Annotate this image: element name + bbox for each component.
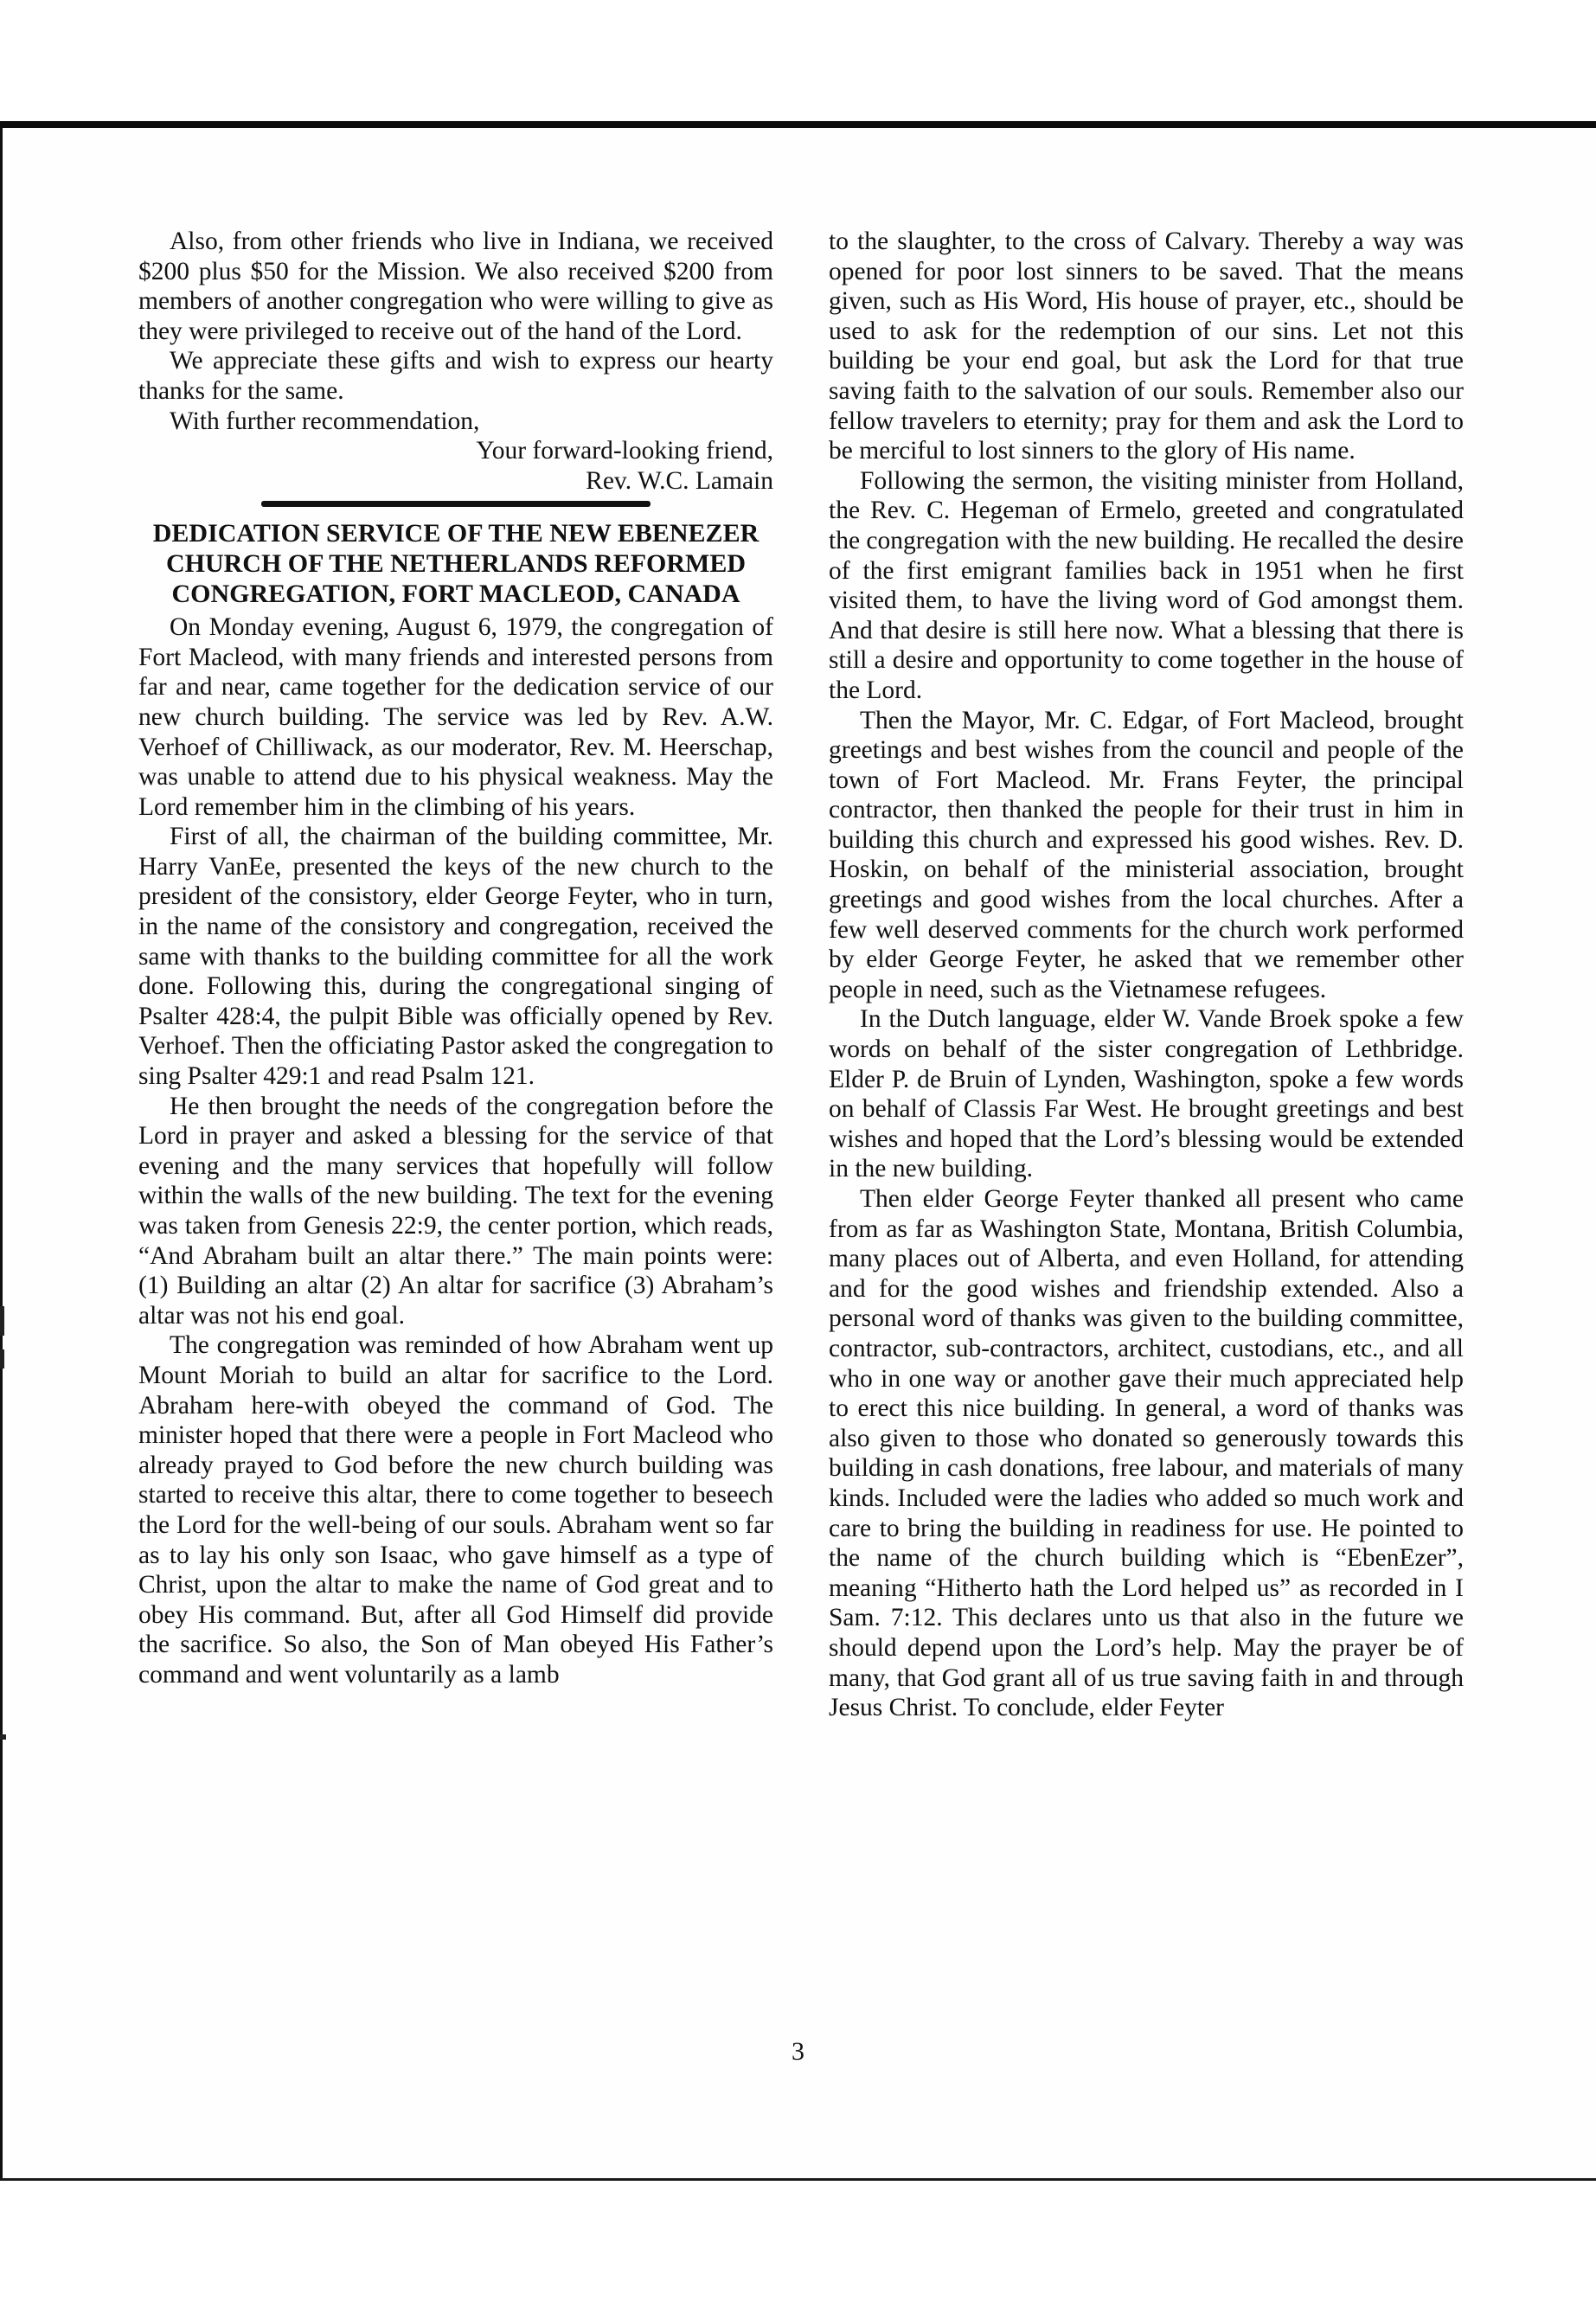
article-paragraph: Following the sermon, the visiting minister from Holland, the Rev. C. Hegeman of Ermelo, greeted and congratulated the congregation with the new building. He recalled the desire of the first emigrant families back in 1951 when he first visited them, to have the living word of God amongst them. And that desire is still here now. What a blessing that there is still a desire and opportunity to come together in the house of the Lord.	[829, 466, 1464, 704]
article-paragraph: In the Dutch language, elder W. Vande Broek spoke a few words on behalf of the sister congregation of Lethbridge. Elder P. de Bruin of Lynden, Washington, spoke a few words on behalf of Classis Far West. He brought greetings and best wishes and hoped that the Lord’s blessing would be extended in the new building.	[829, 1005, 1464, 1183]
letter-paragraph: Also, from other friends who live in Indiana, we received $200 plus $50 for the Mission. We also received $200 from members of another congregation who were willing to give as they were privileged to receive out of the hand of the Lord.	[138, 228, 773, 345]
article-paragraph: The congregation was reminded of how Abraham went up Mount Moriah to build an altar for sacrifice to the Lord. Abraham here-with obeyed the command of God. The minister hoped that there were a people in Fort Macleod who already prayed to God before the new church building was started to receive this altar, there to come together to beseech the Lord for the well-being of our souls. Abraham went so far as to lay his only son Isaac, who gave himself as a type of Christ, upon the altar to make the name of God great and to obey His command. But, after all God Himself did provide the sacrifice. So also, the Son of Man obeyed His Father’s command and went voluntarily as a lamb	[138, 1331, 773, 1689]
letter-closing-section	[138, 227, 773, 496]
left-column	[138, 227, 773, 1690]
article-paragraph: On Monday evening, August 6, 1979, the congregation of Fort Macleod, with many friends and interested persons from far and near, came together for the dedication service of our new church building. The service was led by Rev. A.W. Verhoef of Chilliwack, as our moderator, Rev. M. Heerschap, was unable to attend due to his physical weakness. May the Lord remember him in the climbing of his years.	[138, 613, 773, 821]
article-paragraph: He then brought the needs of the congregation before the Lord in prayer and asked a blessing for the service of that evening and the many services that hopefully will follow within the walls of the new building. The text for the evening was taken from Genesis 22:9, the center portion, which reads, “And Abraham built an altar there.” The main points were: (1) Building an altar (2) An altar for sacrifice (3) Abraham’s altar was not his end goal.	[138, 1092, 773, 1330]
scan-bottom-edge	[0, 2178, 1596, 2181]
article-body-left	[138, 612, 773, 1689]
scan-mark	[0, 1306, 4, 1336]
letter-paragraph: With further recommendation,	[170, 407, 480, 435]
page-number: 3	[792, 2037, 804, 2066]
article-title: DEDICATION SERVICE OF THE NEW EBENEZER CHURCH OF THE NETHERLANDS REFORMED CONGREGATION, FORT MACLEOD, CANADA	[152, 519, 760, 608]
article-paragraph: Then elder George Feyter thanked all present who came from as far as Washington State, Montana, British Columbia, many places out of Alberta, and even Holland, for attending and for the good wishes and friendship extended. Also a personal word of thanks was given to the building committee, contractor, sub-contractors, architect, custodians, etc., and all who in one way or another gave their much appreciated help to erect this nice building. In general, a word of thanks was also given to those who donated so generously towards this building in cash donations, free labour, and materials of many kinds. Included were the ladies who added so much work and care to bring the building in readiness for use. He pointed to the name of the church building which is “EbenEzer”, meaning “Hitherto hath the Lord helped us” as recorded in I Sam. 7:12. This declares unto us that also in the future we should depend upon the Lord’s help. May the prayer be of many, that God grant all of us true saving faith in and through Jesus Christ. To conclude, elder Feyter	[829, 1185, 1464, 1722]
letter-signature: Rev. W.C. Lamain	[586, 466, 773, 495]
scan-top-edge	[0, 121, 1596, 128]
section-divider	[261, 501, 651, 507]
article-paragraph: First of all, the chairman of the building committee, Mr. Harry VanEe, presented the keys of the new church to the president of the consistory, elder George Feyter, who in turn, in the name of the consistory and congregation, received the same with thanks to the building committee for all the work done. Following this, during the congregational singing of Psalter 428:4, the pulpit Bible was officially opened by Rev. Verhoef. Then the officiating Pastor asked the congregation to sing Psalter 429:1 and read Psalm 121.	[138, 823, 773, 1091]
scan-mark	[0, 1734, 6, 1740]
letter-paragraph: We appreciate these gifts and wish to express our hearty thanks for the same.	[138, 347, 773, 405]
right-column	[829, 227, 1464, 1723]
letter-closing: Your forward-looking friend,	[476, 437, 773, 465]
article-paragraph-continued: to the slaughter, to the cross of Calvary. Thereby a way was opened for poor lost sinners to be saved. That the means given, such as His Word, His house of prayer, etc., should be used to ask for the redemption of our sins. Let not this building be your end goal, but ask the Lord for that true saving faith to the salvation of our souls. Remember also our fellow travelers to eternity; pray for them and ask the Lord to be merciful to lost sinners to the glory of His name.	[829, 228, 1464, 465]
scan-mark	[0, 1349, 4, 1368]
article-paragraph: Then the Mayor, Mr. C. Edgar, of Fort Macleod, brought greetings and best wishes from the council and people of the town of Fort Macleod. Mr. Frans Feyter, the principal contractor, then thanked the people for their trust in him in building this church and expressed his good wishes. Rev. D. Hoskin, on behalf of the ministerial association, brought greetings and good wishes from the local churches. After a few well deserved comments for the church work performed by elder George Feyter, he asked that we remember other people in need, such as the Vietnamese refugees.	[829, 706, 1464, 1003]
